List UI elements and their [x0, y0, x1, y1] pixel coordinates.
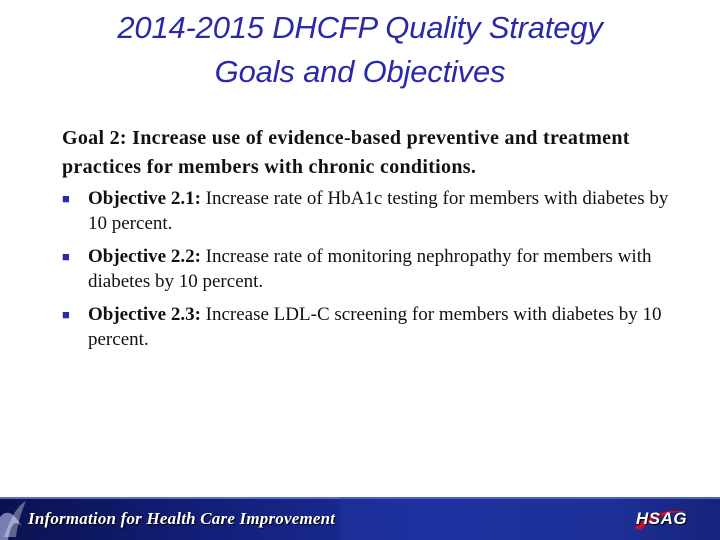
- objective-text: Increase rate of HbA1c testing for members with diabetes by 10 percent.: [88, 188, 669, 234]
- square-bullet-icon: ■: [62, 191, 70, 206]
- objective-item: [62, 302, 682, 352]
- square-bullet-icon: ■: [62, 307, 70, 322]
- slide-title: [0, 6, 720, 94]
- slide-title-line2: Goals and Objectives: [214, 54, 506, 89]
- objective-label: Objective 2.1:: [88, 188, 201, 209]
- objective-item: [62, 244, 682, 294]
- hsag-logo: HSAG: [636, 509, 688, 528]
- objective-item: [62, 186, 682, 236]
- objective-text: Increase LDL-C screening for members with diabetes by 10 percent.: [88, 304, 662, 350]
- objectives-list: [62, 186, 682, 360]
- footer-tagline: Information for Health Care Improvement: [28, 509, 336, 528]
- objective-label: Objective 2.3:: [88, 304, 201, 325]
- slide-title-line1: 2014-2015 DHCFP Quality Strategy: [117, 10, 603, 45]
- footer-banner: [0, 497, 720, 540]
- objective-text: Increase rate of monitoring nephropathy for members with diabetes by 10 percent.: [88, 246, 652, 292]
- goal-statement: Goal 2: Increase use of evidence-based preventive and treatment practices for members with chronic conditions.: [62, 127, 630, 178]
- square-bullet-icon: ■: [62, 249, 70, 264]
- objective-label: Objective 2.2:: [88, 246, 201, 267]
